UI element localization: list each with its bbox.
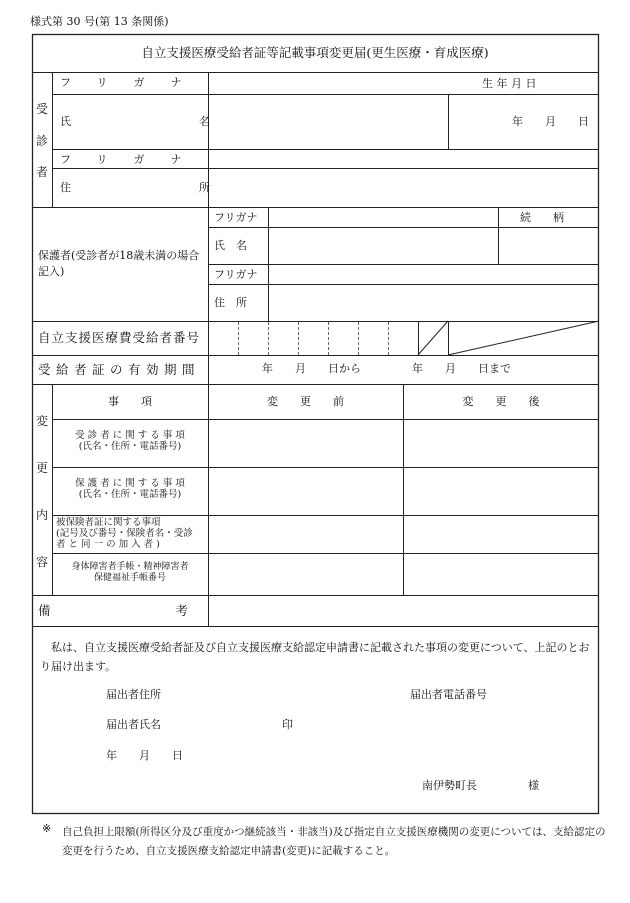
patient-name-label: 氏名	[60, 115, 338, 128]
guardian-name-label: 氏 名	[214, 239, 247, 252]
page-title: 自立支援医療受給者証等記載事項変更届(更生医療・育成医療)	[141, 45, 489, 60]
changes-section-label: 変 更 内 容	[35, 414, 48, 569]
note-text: 自己負担上限額(所得区分及び重度かつ継続該当・非該当)及び指定自立支援医療機関の変更については、支給認定の変更を行うため、自立支援医療支給認定申請書(変更)に記載すること。	[62, 826, 606, 857]
recipient-number-label: 自立支援医療費受給者番号	[38, 330, 201, 345]
remarks-field[interactable]	[209, 596, 598, 626]
guardian-section-label: 保護者(受診者が18歳未満の場合記入)	[38, 249, 200, 278]
submission-date: 年 月 日	[106, 749, 183, 762]
patient-furigana2-label: フリガナ	[60, 153, 208, 166]
form-number: 様式第 30 号(第 13 条関係)	[30, 15, 169, 28]
addressee-honorific: 様	[528, 779, 539, 792]
patient-address-label: 住所	[60, 181, 338, 194]
submitter-address-label: 届出者住所	[106, 688, 161, 701]
addressee: 南伊勢町長	[422, 779, 477, 792]
patient-name-field[interactable]	[209, 95, 448, 149]
declaration-text: 私は、自立支援医療受給者証及び自立支援医療支給認定申請書に記載された事項の変更について、上記のとおり届け出ます。	[40, 641, 590, 673]
col-header-item: 事 項	[108, 395, 152, 408]
change-row-insurance: 被保険者証に関する事項 (記号及び番号・保険者名・受診 者 と 同 一 の 加 入 者 )	[56, 517, 193, 550]
change-row-guardian: 保 護 者 に 関 す る 事 項 (氏名・住所・電話番号)	[75, 478, 185, 500]
submitter-phone-label: 届出者電話番号	[410, 688, 487, 701]
patient-address-field[interactable]	[209, 169, 598, 207]
col-header-before: 変 更 前	[267, 395, 344, 408]
guardian-name-field[interactable]	[269, 228, 498, 264]
guardian-relationship-label: 続 柄	[520, 211, 564, 224]
remarks-label: 備 考	[38, 603, 189, 618]
guardian-address-label: 住 所	[214, 296, 247, 309]
guardian-furigana2-label: フリガナ	[214, 268, 258, 281]
guardian-address-field[interactable]	[269, 285, 598, 321]
recipient-number-field[interactable]	[209, 322, 418, 355]
change-row-patient: 受 診 者 に 関 す る 事 項 (氏名・住所・電話番号)	[75, 430, 185, 452]
validity-from: 年 月 日から	[262, 362, 361, 375]
patient-birthdate-label: 生 年 月 日	[482, 77, 537, 90]
validity-to: 年 月 日まで	[412, 362, 511, 375]
validity-label: 受給者証の有効期間	[38, 362, 201, 377]
changes-before-field[interactable]	[209, 420, 403, 595]
guardian-furigana-label: フリガナ	[214, 211, 258, 224]
patient-birthdate-value: 年 月 日	[512, 115, 589, 128]
note-mark: ※	[42, 822, 52, 835]
seal-mark: 印	[282, 718, 293, 731]
changes-after-field[interactable]	[404, 420, 598, 595]
col-header-after: 変 更 後	[462, 395, 540, 408]
patient-section-label: 受 診 者	[35, 102, 48, 179]
submitter-name-label: 届出者氏名	[106, 718, 161, 731]
patient-furigana-label: フリガナ	[60, 76, 208, 89]
change-row-handbook: 身体障害者手帳・精神障害者 保健福祉手帳番号	[71, 562, 189, 583]
